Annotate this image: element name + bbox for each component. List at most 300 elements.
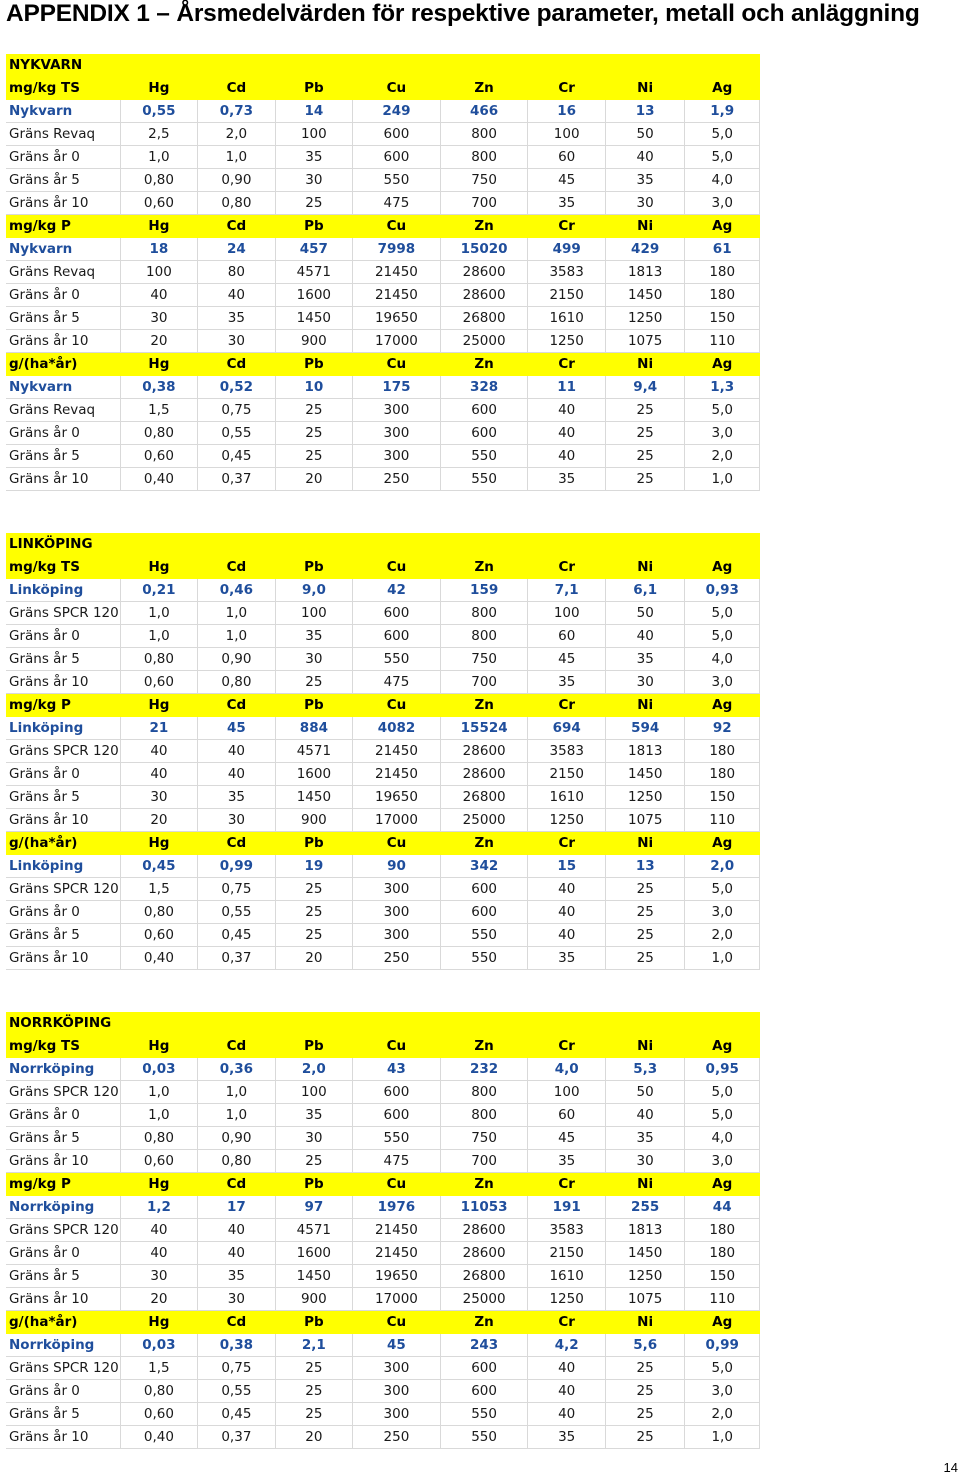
- value-cr: 694: [528, 717, 605, 740]
- column-header-ni: Ni: [605, 694, 685, 717]
- limit-row: [6, 445, 760, 468]
- value-ni: 25: [605, 1357, 685, 1380]
- value-cu: 21450: [353, 284, 441, 307]
- value-cu: 600: [353, 1081, 441, 1104]
- value-cu: 21450: [353, 1242, 441, 1265]
- value-cu: 21450: [353, 261, 441, 284]
- column-header-zn: Zn: [440, 215, 528, 238]
- unit-header-row: [6, 556, 760, 579]
- value-ni: 35: [605, 648, 685, 671]
- column-header-cu: Cu: [353, 77, 441, 100]
- value-cu: 475: [353, 1150, 441, 1173]
- row-label: Gräns SPCR 120: [6, 1357, 120, 1380]
- value-zn: 700: [440, 192, 528, 215]
- value-ag: 3,0: [685, 192, 760, 215]
- value-pb: 884: [275, 717, 352, 740]
- limit-row: [6, 924, 760, 947]
- value-ag: 61: [685, 238, 760, 261]
- value-ni: 25: [605, 468, 685, 491]
- value-cr: 1250: [528, 330, 605, 353]
- value-ni: 30: [605, 1150, 685, 1173]
- value-cr: 3583: [528, 740, 605, 763]
- value-cd: 0,75: [198, 1357, 275, 1380]
- limit-row: [6, 422, 760, 445]
- value-ag: 5,0: [685, 123, 760, 146]
- column-header-cr: Cr: [528, 353, 605, 376]
- column-header-ni: Ni: [605, 77, 685, 100]
- value-pb: 2,1: [275, 1334, 352, 1357]
- value-ni: 1250: [605, 1265, 685, 1288]
- value-hg: 0,60: [120, 192, 197, 215]
- value-hg: 1,0: [120, 146, 197, 169]
- value-cd: 0,90: [198, 169, 275, 192]
- column-header-zn: Zn: [440, 1173, 528, 1196]
- value-cd: 0,46: [198, 579, 275, 602]
- value-cu: 4082: [353, 717, 441, 740]
- value-cd: 0,37: [198, 468, 275, 491]
- row-label: Gräns år 5: [6, 786, 120, 809]
- column-header-hg: Hg: [120, 77, 197, 100]
- value-zn: 28600: [440, 763, 528, 786]
- column-header-cr: Cr: [528, 556, 605, 579]
- value-cd: 0,75: [198, 878, 275, 901]
- value-ag: 5,0: [685, 1081, 760, 1104]
- limit-row: [6, 146, 760, 169]
- column-header-pb: Pb: [275, 353, 352, 376]
- value-pb: 25: [275, 924, 352, 947]
- facility-value-row: [6, 717, 760, 740]
- value-cu: 300: [353, 924, 441, 947]
- value-zn: 25000: [440, 809, 528, 832]
- value-zn: 600: [440, 878, 528, 901]
- limit-row: [6, 1403, 760, 1426]
- row-label: Gräns år 10: [6, 947, 120, 970]
- value-pb: 35: [275, 146, 352, 169]
- value-pb: 900: [275, 330, 352, 353]
- value-ni: 1813: [605, 261, 685, 284]
- value-ni: 1450: [605, 1242, 685, 1265]
- value-zn: 800: [440, 625, 528, 648]
- unit-header-row: [6, 1035, 760, 1058]
- limit-row: [6, 169, 760, 192]
- value-zn: 750: [440, 1127, 528, 1150]
- value-ni: 25: [605, 901, 685, 924]
- value-ni: 1075: [605, 1288, 685, 1311]
- value-cr: 60: [528, 1104, 605, 1127]
- row-label: Nykvarn: [6, 376, 120, 399]
- limit-row: [6, 740, 760, 763]
- value-cr: 191: [528, 1196, 605, 1219]
- value-cu: 550: [353, 169, 441, 192]
- row-label: Gräns år 10: [6, 1288, 120, 1311]
- limit-row: [6, 192, 760, 215]
- column-header-cr: Cr: [528, 1311, 605, 1334]
- value-cu: 600: [353, 123, 441, 146]
- column-header-cr: Cr: [528, 215, 605, 238]
- value-ag: 110: [685, 1288, 760, 1311]
- unit-header-row: [6, 832, 760, 855]
- value-cd: 0,90: [198, 1127, 275, 1150]
- value-zn: 466: [440, 100, 528, 123]
- value-cr: 499: [528, 238, 605, 261]
- limit-row: [6, 1150, 760, 1173]
- value-ni: 1450: [605, 284, 685, 307]
- column-header-zn: Zn: [440, 1311, 528, 1334]
- value-cu: 21450: [353, 1219, 441, 1242]
- value-ni: 6,1: [605, 579, 685, 602]
- value-hg: 0,40: [120, 947, 197, 970]
- value-cu: 17000: [353, 809, 441, 832]
- value-cr: 35: [528, 1426, 605, 1449]
- column-header-pb: Pb: [275, 1173, 352, 1196]
- value-cu: 300: [353, 445, 441, 468]
- value-cd: 0,55: [198, 422, 275, 445]
- value-cu: 250: [353, 1426, 441, 1449]
- value-hg: 1,0: [120, 602, 197, 625]
- value-hg: 0,80: [120, 1127, 197, 1150]
- value-ni: 1250: [605, 786, 685, 809]
- column-header-cr: Cr: [528, 77, 605, 100]
- value-cd: 0,55: [198, 901, 275, 924]
- value-cr: 40: [528, 445, 605, 468]
- value-zn: 750: [440, 648, 528, 671]
- value-pb: 1450: [275, 786, 352, 809]
- value-hg: 40: [120, 284, 197, 307]
- column-header-zn: Zn: [440, 694, 528, 717]
- value-ni: 25: [605, 422, 685, 445]
- facility-value-row: [6, 238, 760, 261]
- value-pb: 100: [275, 602, 352, 625]
- value-cr: 40: [528, 1403, 605, 1426]
- value-cr: 40: [528, 1357, 605, 1380]
- row-label: Gräns SPCR 120: [6, 878, 120, 901]
- value-cd: 0,45: [198, 445, 275, 468]
- facility-name: LINKÖPING: [6, 533, 760, 556]
- value-zn: 328: [440, 376, 528, 399]
- unit-label: g/(ha*år): [6, 1311, 120, 1334]
- column-header-hg: Hg: [120, 694, 197, 717]
- row-label: Gräns år 5: [6, 924, 120, 947]
- row-label: Norrköping: [6, 1196, 120, 1219]
- value-cd: 40: [198, 763, 275, 786]
- value-cu: 475: [353, 671, 441, 694]
- column-header-cu: Cu: [353, 832, 441, 855]
- column-header-ag: Ag: [685, 556, 760, 579]
- limit-row: [6, 1265, 760, 1288]
- unit-header-row: [6, 694, 760, 717]
- value-ni: 25: [605, 1403, 685, 1426]
- value-pb: 20: [275, 947, 352, 970]
- limit-row: [6, 1357, 760, 1380]
- value-cd: 0,80: [198, 192, 275, 215]
- value-hg: 40: [120, 1242, 197, 1265]
- value-pb: 25: [275, 878, 352, 901]
- limit-row: [6, 1380, 760, 1403]
- value-zn: 26800: [440, 307, 528, 330]
- row-label: Gräns år 10: [6, 809, 120, 832]
- value-ni: 1813: [605, 740, 685, 763]
- value-zn: 800: [440, 146, 528, 169]
- value-cr: 1610: [528, 1265, 605, 1288]
- value-pb: 25: [275, 1403, 352, 1426]
- value-cr: 7,1: [528, 579, 605, 602]
- value-cr: 40: [528, 878, 605, 901]
- value-cd: 24: [198, 238, 275, 261]
- value-cr: 40: [528, 1380, 605, 1403]
- value-zn: 700: [440, 671, 528, 694]
- value-ni: 25: [605, 399, 685, 422]
- column-header-cd: Cd: [198, 556, 275, 579]
- value-cu: 1976: [353, 1196, 441, 1219]
- row-label: Gräns år 0: [6, 284, 120, 307]
- value-ni: 25: [605, 1426, 685, 1449]
- facility-name: NYKVARN: [6, 54, 760, 77]
- value-cd: 0,38: [198, 1334, 275, 1357]
- value-zn: 243: [440, 1334, 528, 1357]
- value-cr: 40: [528, 901, 605, 924]
- unit-label: mg/kg P: [6, 215, 120, 238]
- value-cd: 45: [198, 717, 275, 740]
- row-label: Gräns år 5: [6, 445, 120, 468]
- value-cd: 0,73: [198, 100, 275, 123]
- value-hg: 1,0: [120, 625, 197, 648]
- value-cr: 11: [528, 376, 605, 399]
- value-hg: 2,5: [120, 123, 197, 146]
- value-cu: 43: [353, 1058, 441, 1081]
- value-cd: 35: [198, 1265, 275, 1288]
- value-cu: 250: [353, 468, 441, 491]
- unit-label: g/(ha*år): [6, 353, 120, 376]
- value-zn: 342: [440, 855, 528, 878]
- column-header-zn: Zn: [440, 353, 528, 376]
- value-cd: 40: [198, 1219, 275, 1242]
- value-ni: 50: [605, 1081, 685, 1104]
- value-ag: 5,0: [685, 146, 760, 169]
- value-zn: 750: [440, 169, 528, 192]
- value-cu: 45: [353, 1334, 441, 1357]
- value-ni: 13: [605, 855, 685, 878]
- limit-row: [6, 1127, 760, 1150]
- limit-row: [6, 330, 760, 353]
- column-header-ni: Ni: [605, 832, 685, 855]
- value-ag: 92: [685, 717, 760, 740]
- value-cd: 0,45: [198, 1403, 275, 1426]
- column-header-hg: Hg: [120, 215, 197, 238]
- column-header-pb: Pb: [275, 694, 352, 717]
- column-header-ni: Ni: [605, 1035, 685, 1058]
- value-cd: 35: [198, 307, 275, 330]
- value-ni: 35: [605, 169, 685, 192]
- column-header-ni: Ni: [605, 556, 685, 579]
- value-ni: 13: [605, 100, 685, 123]
- value-cr: 3583: [528, 1219, 605, 1242]
- value-cr: 1610: [528, 307, 605, 330]
- value-cr: 4,2: [528, 1334, 605, 1357]
- nykvarn-table: [6, 54, 760, 491]
- unit-label: mg/kg TS: [6, 556, 120, 579]
- value-pb: 1600: [275, 284, 352, 307]
- value-zn: 550: [440, 1426, 528, 1449]
- value-hg: 40: [120, 1219, 197, 1242]
- value-ag: 5,0: [685, 602, 760, 625]
- row-label: Gräns år 10: [6, 468, 120, 491]
- value-cu: 21450: [353, 740, 441, 763]
- value-hg: 30: [120, 1265, 197, 1288]
- value-hg: 1,5: [120, 878, 197, 901]
- value-cd: 1,0: [198, 602, 275, 625]
- value-pb: 25: [275, 422, 352, 445]
- value-cu: 17000: [353, 330, 441, 353]
- value-ag: 1,0: [685, 468, 760, 491]
- value-ni: 50: [605, 123, 685, 146]
- value-cd: 35: [198, 786, 275, 809]
- value-cd: 2,0: [198, 123, 275, 146]
- value-hg: 0,60: [120, 1403, 197, 1426]
- value-ag: 0,99: [685, 1334, 760, 1357]
- value-hg: 1,2: [120, 1196, 197, 1219]
- value-ni: 40: [605, 146, 685, 169]
- value-pb: 900: [275, 809, 352, 832]
- value-pb: 25: [275, 1357, 352, 1380]
- value-cr: 35: [528, 468, 605, 491]
- value-ag: 5,0: [685, 1357, 760, 1380]
- facility-value-row: [6, 1334, 760, 1357]
- value-cu: 300: [353, 1380, 441, 1403]
- value-ag: 1,3: [685, 376, 760, 399]
- row-label: Gräns år 10: [6, 671, 120, 694]
- value-hg: 0,80: [120, 1380, 197, 1403]
- value-cu: 17000: [353, 1288, 441, 1311]
- value-ag: 110: [685, 330, 760, 353]
- value-zn: 550: [440, 924, 528, 947]
- unit-header-row: [6, 215, 760, 238]
- value-ag: 4,0: [685, 1127, 760, 1150]
- value-cd: 1,0: [198, 146, 275, 169]
- column-header-cr: Cr: [528, 694, 605, 717]
- value-pb: 30: [275, 648, 352, 671]
- value-ag: 1,9: [685, 100, 760, 123]
- value-cu: 19650: [353, 307, 441, 330]
- value-zn: 15020: [440, 238, 528, 261]
- limit-row: [6, 123, 760, 146]
- value-cu: 550: [353, 648, 441, 671]
- value-hg: 0,80: [120, 901, 197, 924]
- column-header-hg: Hg: [120, 832, 197, 855]
- page-title: APPENDIX 1 – Årsmedelvärden för respektive parameter, metall och anläggning: [6, 0, 920, 27]
- column-header-hg: Hg: [120, 556, 197, 579]
- row-label: Linköping: [6, 579, 120, 602]
- value-ag: 44: [685, 1196, 760, 1219]
- value-ag: 5,0: [685, 399, 760, 422]
- column-header-ag: Ag: [685, 353, 760, 376]
- linkoping-table: [6, 533, 760, 970]
- row-label: Gräns år 10: [6, 192, 120, 215]
- unit-label: g/(ha*år): [6, 832, 120, 855]
- value-ag: 1,0: [685, 1426, 760, 1449]
- value-cr: 100: [528, 123, 605, 146]
- value-pb: 35: [275, 625, 352, 648]
- value-pb: 25: [275, 399, 352, 422]
- value-zn: 550: [440, 445, 528, 468]
- value-zn: 550: [440, 468, 528, 491]
- limit-row: [6, 809, 760, 832]
- value-ag: 2,0: [685, 445, 760, 468]
- value-hg: 20: [120, 330, 197, 353]
- unit-header-row: [6, 77, 760, 100]
- value-zn: 600: [440, 901, 528, 924]
- value-pb: 4571: [275, 740, 352, 763]
- value-cd: 40: [198, 284, 275, 307]
- column-header-zn: Zn: [440, 556, 528, 579]
- value-zn: 800: [440, 123, 528, 146]
- row-label: Gräns Revaq: [6, 261, 120, 284]
- value-cr: 2150: [528, 763, 605, 786]
- value-zn: 700: [440, 1150, 528, 1173]
- column-header-cu: Cu: [353, 1035, 441, 1058]
- value-ag: 150: [685, 307, 760, 330]
- limit-row: [6, 878, 760, 901]
- column-header-ag: Ag: [685, 694, 760, 717]
- value-hg: 0,45: [120, 855, 197, 878]
- value-cr: 1250: [528, 1288, 605, 1311]
- value-pb: 2,0: [275, 1058, 352, 1081]
- row-label: Gräns år 0: [6, 1380, 120, 1403]
- value-cr: 1610: [528, 786, 605, 809]
- value-zn: 600: [440, 422, 528, 445]
- column-header-cd: Cd: [198, 77, 275, 100]
- value-hg: 0,60: [120, 1150, 197, 1173]
- column-header-cu: Cu: [353, 1311, 441, 1334]
- column-header-cd: Cd: [198, 832, 275, 855]
- limit-row: [6, 468, 760, 491]
- value-cu: 42: [353, 579, 441, 602]
- column-header-cu: Cu: [353, 353, 441, 376]
- row-label: Gräns år 0: [6, 1104, 120, 1127]
- value-cd: 30: [198, 1288, 275, 1311]
- limit-row: [6, 947, 760, 970]
- value-ag: 5,0: [685, 878, 760, 901]
- value-ag: 3,0: [685, 1150, 760, 1173]
- value-cd: 0,99: [198, 855, 275, 878]
- value-hg: 0,80: [120, 648, 197, 671]
- value-cd: 1,0: [198, 625, 275, 648]
- value-zn: 800: [440, 1081, 528, 1104]
- column-header-zn: Zn: [440, 832, 528, 855]
- value-pb: 4571: [275, 261, 352, 284]
- row-label: Gräns år 5: [6, 1265, 120, 1288]
- value-ni: 40: [605, 625, 685, 648]
- column-header-cr: Cr: [528, 1173, 605, 1196]
- value-ni: 25: [605, 878, 685, 901]
- value-zn: 28600: [440, 740, 528, 763]
- value-ni: 594: [605, 717, 685, 740]
- unit-label: mg/kg TS: [6, 77, 120, 100]
- limit-row: [6, 901, 760, 924]
- value-hg: 1,5: [120, 1357, 197, 1380]
- value-ni: 35: [605, 1127, 685, 1150]
- column-header-cd: Cd: [198, 1035, 275, 1058]
- value-ni: 25: [605, 924, 685, 947]
- unit-label: mg/kg TS: [6, 1035, 120, 1058]
- value-zn: 600: [440, 1380, 528, 1403]
- value-hg: 1,0: [120, 1081, 197, 1104]
- column-header-ni: Ni: [605, 1311, 685, 1334]
- row-label: Gräns år 0: [6, 763, 120, 786]
- value-cu: 300: [353, 1357, 441, 1380]
- row-label: Gräns SPCR 120: [6, 1219, 120, 1242]
- value-cd: 0,36: [198, 1058, 275, 1081]
- limit-row: [6, 1081, 760, 1104]
